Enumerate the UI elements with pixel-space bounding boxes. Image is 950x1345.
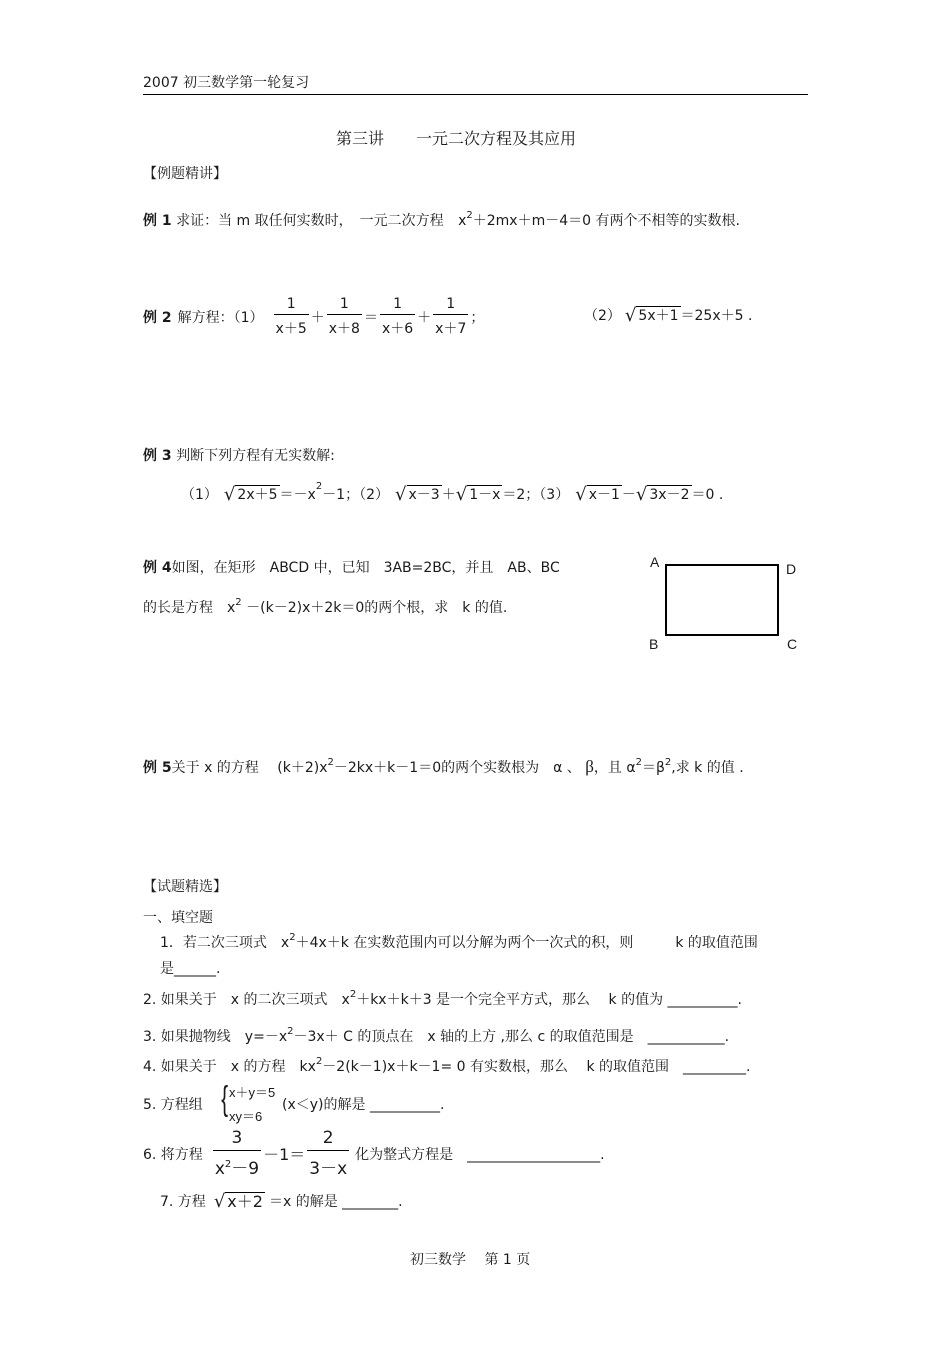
question-6-rest: 化为整式方程是 ___________________.: [355, 1146, 605, 1163]
exponent: 2: [315, 1056, 323, 1067]
fraction-question-6-a: [213, 1128, 261, 1179]
example-4-text: 如图，在矩形 ABCD 中，已知 3AB=2BC，并且 AB、BC: [171, 560, 560, 576]
question-4-a: 4. 如果关于 x 的方程 kx: [143, 1059, 316, 1075]
question-1-continued: 是______.: [160, 961, 221, 977]
question-1: [160, 932, 758, 952]
system-equation-1: x＋y＝5: [229, 1085, 276, 1100]
fraction-num: 2: [322, 1128, 334, 1148]
example-3-text: 判断下列方程有无实数解:: [176, 448, 335, 464]
beta-symbol: β: [585, 757, 594, 776]
question-5-label: 5. 方程组: [143, 1097, 203, 1113]
equation-end: ＝0 .: [691, 486, 724, 503]
question-7: [160, 1190, 403, 1211]
fraction-den: [213, 1150, 261, 1179]
rectangle-abcd-figure: [665, 564, 779, 636]
example-5-text-e: ,求 k 的值 .: [671, 760, 744, 776]
example-4-line-2: [143, 597, 507, 617]
section-heading-examples: 【例题精讲】: [143, 166, 227, 182]
example-3: [143, 445, 335, 465]
exponent: 2: [635, 757, 642, 768]
exponent: 2: [327, 757, 334, 768]
part-1-label: （1）: [181, 486, 218, 503]
example-5-eq-a: (k＋2)x: [277, 760, 328, 776]
question-6: [143, 1128, 605, 1179]
sqrt-expression: [224, 483, 280, 504]
radical-sign: √: [223, 484, 236, 505]
sqrt-expression: [636, 483, 692, 504]
example-3-label: 例 3: [143, 448, 172, 464]
sqrt-expression: [625, 304, 681, 325]
den-x: x: [214, 1159, 225, 1179]
radicand: x－3: [408, 487, 440, 503]
corner-label-c: C: [787, 636, 798, 652]
example-5-eq-b: －2kx＋k－1＝0: [333, 760, 442, 776]
system-brace: {: [221, 1080, 229, 1118]
fraction-4-den: x＋7: [433, 314, 468, 338]
question-7-rest: ＝x 的解是 ________.: [268, 1193, 403, 1210]
fraction-den: 3－x: [307, 1150, 349, 1179]
fraction-question-6-b: [307, 1128, 349, 1179]
fraction-4-num: 1: [446, 296, 456, 312]
question-6-middle: －1＝: [263, 1145, 306, 1164]
radicand: x＋2: [227, 1192, 263, 1211]
part-2-rest: ＝25x＋5 .: [680, 307, 753, 324]
question-4-b: －2(k－1)x＋k－1= 0 有实数根，那么 k 的取值范围 _________.: [322, 1059, 751, 1075]
question-2-b: ＋kx＋k＋3 是一个完全平方式，那么 k 的值为 __________.: [356, 992, 742, 1008]
radicand: x－1: [588, 487, 620, 503]
plus-sign: ＋: [310, 310, 325, 326]
example-2: [143, 296, 484, 338]
example-1-eq-rest: ＋2mx＋m－4＝0: [472, 213, 592, 229]
exponent: 2: [664, 757, 672, 768]
sqrt-expression: [395, 483, 442, 504]
example-1-label: 例 1: [143, 213, 172, 229]
den-rest: －9: [231, 1159, 260, 1179]
page-title: 第三讲 一元二次方程及其应用: [336, 129, 577, 148]
exponent: 2: [315, 481, 323, 492]
part-2-label: （2）: [584, 307, 621, 324]
example-4-label: 例 4: [143, 560, 172, 576]
example-3-equations: [181, 483, 723, 504]
radical-sign: √: [624, 305, 637, 326]
page-header: 2007 初三数学第一轮复习: [143, 75, 310, 91]
question-5-rest: (x＜y)的解是 __________.: [282, 1097, 445, 1113]
exponent: 2: [224, 1159, 232, 1170]
fraction-3-den: x＋6: [380, 314, 415, 338]
question-3-a: 3. 如果抛物线 y=－x: [143, 1029, 288, 1045]
sqrt-expression: [456, 483, 503, 504]
equals-sign: ＝: [363, 310, 378, 326]
question-3-b: －3x＋ C 的顶点在 x 轴的上方 ,那么 c 的取值范围是 ___________.: [293, 1029, 730, 1045]
sqrt-expression: [214, 1190, 265, 1211]
radical-sign: √: [395, 484, 407, 505]
page-footer: 初三数学 第 1 页: [410, 1252, 531, 1268]
corner-label-b: B: [649, 636, 659, 652]
example-2-label: 例 2: [143, 310, 172, 326]
fraction-3: [380, 296, 415, 338]
plus-sign: ＋: [417, 310, 432, 326]
radical-sign: √: [213, 1191, 226, 1212]
example-1-conclusion: 有两个不相等的实数根.: [595, 213, 740, 229]
exponent: 2: [235, 597, 242, 608]
question-6-label: 6. 将方程: [143, 1146, 203, 1163]
system-equation-2: xy＝6: [229, 1109, 263, 1124]
sqrt-expression: [575, 483, 622, 504]
radical-sign: √: [455, 484, 468, 505]
example-4-text-a: 的长是方程 x: [143, 600, 236, 616]
exponent: 2: [349, 989, 357, 1000]
example-5-text-c: ，且 α: [593, 760, 636, 776]
exponent: 2: [287, 1026, 294, 1037]
example-2-part-2: [584, 304, 752, 325]
radicand: 3x－2: [649, 487, 690, 503]
fraction-2: [327, 296, 362, 338]
example-5-text-d: ＝β: [641, 760, 665, 776]
question-7-label: 7. 方程: [160, 1193, 206, 1210]
example-5-label: 例 5: [143, 760, 172, 776]
corner-label-d: D: [786, 561, 797, 577]
plus-sign: ＋: [441, 486, 456, 503]
example-4-equation: －(k－2)x＋2k＝0: [246, 600, 365, 616]
radicand: 5x＋1: [638, 308, 679, 324]
fraction-3-num: 1: [393, 296, 403, 312]
section-heading-selected: 【试题精选】: [143, 879, 227, 895]
example-2-text: 解方程：（1）: [177, 310, 264, 326]
question-4: [143, 1056, 750, 1076]
example-1-text: 求证：当 m 取任何实数时， 一元二次方程: [176, 213, 444, 229]
fraction-2-den: x＋8: [327, 314, 362, 338]
question-1-a: 1．若二次三项式 x: [160, 935, 290, 951]
radicand: 2x＋5: [237, 487, 278, 503]
fraction-1: [274, 296, 309, 338]
equation-end: －1；（2）: [322, 486, 390, 503]
example-5-text-b: 的两个实数根为 α 、: [441, 760, 581, 776]
radicand: 1－x: [469, 487, 501, 503]
fraction-2-num: 1: [339, 296, 349, 312]
fraction-4: [433, 296, 468, 338]
part-heading-fill-in: 一、填空题: [143, 910, 213, 926]
question-2: [143, 989, 742, 1009]
header-divider: [143, 94, 808, 95]
example-5: [143, 757, 744, 777]
semicolon: ；: [470, 310, 485, 326]
example-5-text-a: 关于 x 的方程: [171, 760, 259, 776]
radical-sign: √: [635, 484, 648, 505]
corner-label-a: A: [650, 554, 660, 570]
fraction-num: 3: [231, 1128, 243, 1148]
example-1-eq-x: x: [458, 213, 467, 229]
question-1-b: ＋4x＋k 在实数范围内可以分解为两个一次式的积，则 k 的取值范围: [295, 935, 758, 951]
minus-sign: －: [621, 486, 636, 503]
question-3: [143, 1026, 729, 1046]
exponent: 2: [289, 932, 296, 943]
example-4-line-1: [143, 557, 560, 577]
question-2-a: 2. 如果关于 x 的二次三项式 x: [143, 992, 350, 1008]
radical-sign: √: [575, 484, 587, 505]
fraction-1-den: x＋5: [274, 314, 309, 338]
example-4-text-c: 的两个根，求 k 的值.: [364, 600, 508, 616]
fraction-1-num: 1: [286, 296, 296, 312]
example-1: [143, 210, 740, 230]
example-1-eq-exp: 2: [466, 210, 473, 221]
equation-end: ＝2；（3）: [502, 486, 570, 503]
equation-middle: ＝－x: [279, 486, 316, 503]
